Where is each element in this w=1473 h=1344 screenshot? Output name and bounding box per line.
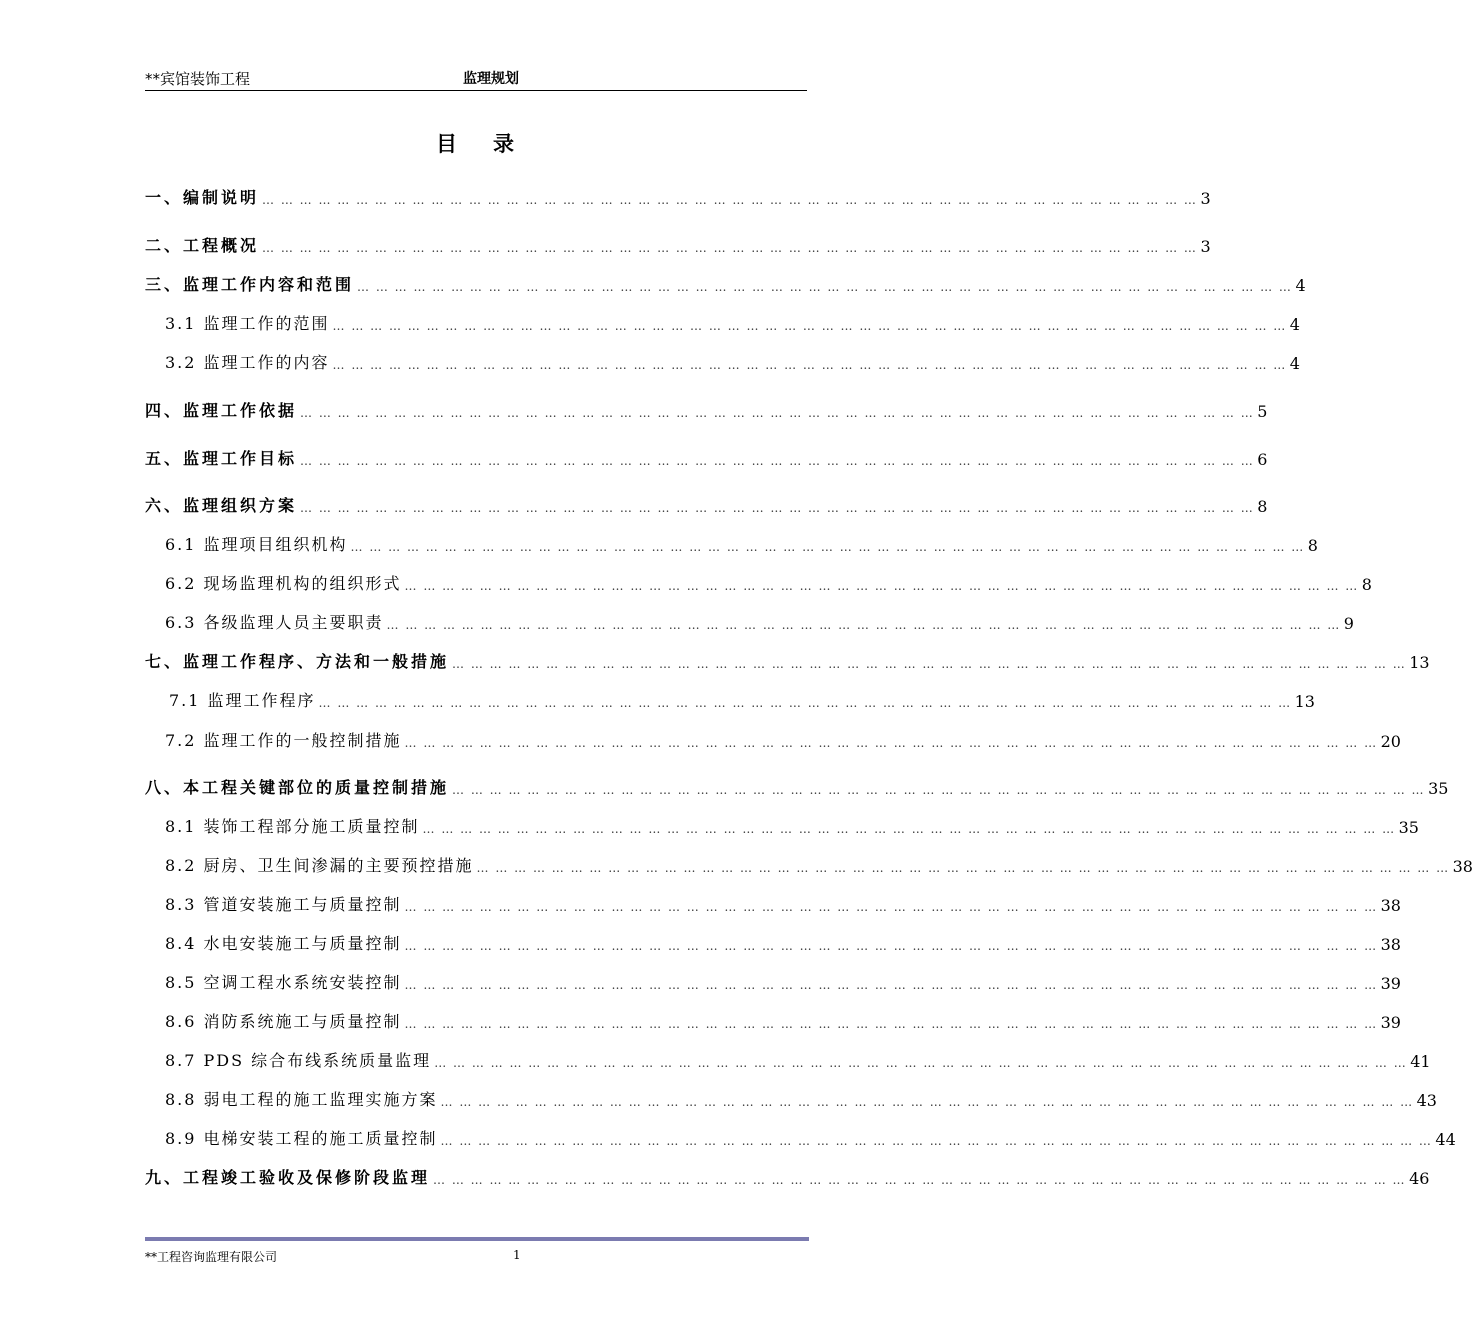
toc-entry-label: 7.2 监理工作的一般控制措施 (165, 731, 402, 750)
toc-entry-label: 6.1 监理项目组织机构 (165, 535, 348, 554)
header-document-type: 监理规划 (463, 71, 519, 87)
toc-entry-page: 6 (1257, 450, 1268, 469)
toc-leader-dots: … … … … … … … … … … … … … … … … … … … … … … … … … … … … … … … … … … … … … … … … … … … … … … … … … … … (404, 579, 1359, 593)
toc-entry-page: 13 (1294, 692, 1315, 711)
toc-leader-dots: … … … … … … … … … … … … … … … … … … … … … … … … … … … … … … … … … … … … … … … … … … … … … … … … … … … (350, 540, 1305, 554)
toc-entry[interactable] (145, 494, 1268, 516)
toc-entry-page: 39 (1380, 1013, 1401, 1032)
toc-entry[interactable] (145, 447, 1268, 469)
toc-entry[interactable] (145, 689, 1315, 711)
toc-entry-label: 三、监理工作内容和范围 (145, 275, 355, 294)
footer-company: **工程咨询监理有限公司 (145, 1250, 278, 1264)
toc-entry-label: 8.2 厨房、卫生间渗漏的主要预控措施 (165, 856, 474, 875)
toc-entry-page: 38 (1380, 935, 1401, 954)
toc-entry-page: 13 (1409, 653, 1430, 672)
toc-leader-dots: … … … … … … … … … … … … … … … … … … … … … … … … … … … … … … … … … … … … … … … … … … … … … … … … … … … … (476, 861, 1450, 875)
toc-entry[interactable] (145, 572, 1372, 594)
toc-leader-dots: … … … … … … … … … … … … … … … … … … … … … … … … … … … … … … … … … … … … … … … … … … … … … … … … … … … … (440, 1095, 1414, 1109)
toc-entry-label: 8.3 管道安装施工与质量控制 (165, 895, 402, 914)
toc-entry-label: 6.3 各级监理人员主要职责 (165, 613, 384, 632)
toc-leader-dots: … … … … … … … … … … … … … … … … … … … … … … … … … … … … … … … … … … … … … … … … … … … … … … … … … … … … (404, 736, 1378, 750)
toc-leader-dots: … … … … … … … … … … … … … … … … … … … … … … … … … … … … … … … … … … … … … … … … … … … … … … … … … … (262, 241, 1198, 255)
toc-entry-label: 8.1 装饰工程部分施工质量控制 (165, 817, 420, 836)
toc-entry-page: 38 (1380, 896, 1401, 915)
toc-entry[interactable] (145, 1127, 1456, 1149)
toc-entry-page: 8 (1257, 497, 1268, 516)
toc-entry-label: 8.5 空调工程水系统安装控制 (165, 973, 402, 992)
toc-leader-dots: … … … … … … … … … … … … … … … … … … … … … … … … … … … … … … … … … … … … … … … … … … … … … … … … … … … (332, 319, 1287, 333)
toc-leader-dots: … … … … … … … … … … … … … … … … … … … … … … … … … … … … … … … … … … … … … … … … … … … … … … … … … … … (300, 454, 1255, 468)
toc-entry-label: 八、本工程关键部位的质量控制措施 (145, 778, 450, 797)
toc-entry-page: 39 (1380, 974, 1401, 993)
toc-leader-dots: … … … … … … … … … … … … … … … … … … … … … … … … … … … … … … … … … … … … … … … … … … … … … … … … … … … … (433, 1173, 1407, 1187)
toc-leader-dots: … … … … … … … … … … … … … … … … … … … … … … … … … … … … … … … … … … … … … … … … … … … … … … … … … … … … (404, 900, 1378, 914)
toc-entry-page: 4 (1289, 354, 1300, 373)
toc-entry[interactable] (145, 1088, 1437, 1110)
toc-entry-label: 二、工程概况 (145, 236, 260, 255)
toc-leader-dots: … … … … … … … … … … … … … … … … … … … … … … … … … … … … … … … … … … … … … … … … … … … … … … … … … … … (332, 358, 1287, 372)
toc-entry[interactable] (145, 854, 1473, 876)
toc-entry-page: 4 (1289, 315, 1300, 334)
toc-entry-page: 46 (1409, 1169, 1430, 1188)
toc-entry-label: 3.2 监理工作的内容 (165, 353, 330, 372)
toc-entry[interactable] (145, 351, 1300, 373)
toc-title: 目录 (436, 131, 550, 156)
toc-entry-page: 35 (1398, 818, 1419, 837)
toc-entry-label: 一、编制说明 (145, 188, 260, 207)
toc-entry-page: 38 (1452, 857, 1473, 876)
toc-entry-page: 35 (1428, 779, 1449, 798)
toc-entry[interactable] (145, 234, 1211, 256)
toc-entry-page: 9 (1343, 614, 1354, 633)
toc-entry-label: 7.1 监理工作程序 (169, 691, 316, 710)
toc-entry[interactable] (145, 186, 1211, 208)
toc-entry[interactable] (145, 729, 1401, 751)
header-project-name: **宾馆装饰工程 (145, 70, 251, 88)
toc-leader-dots: … … … … … … … … … … … … … … … … … … … … … … … … … … … … … … … … … … … … … … … … … … … … … … … … … … … … (452, 783, 1426, 797)
toc-entry-label: 6.2 现场监理机构的组织形式 (165, 574, 402, 593)
toc-leader-dots: … … … … … … … … … … … … … … … … … … … … … … … … … … … … … … … … … … … … … … … … … … … … … … … … … … … … (422, 822, 1396, 836)
toc-entry-label: 8.9 电梯安装工程的施工质量控制 (165, 1129, 438, 1148)
toc-entry[interactable] (145, 1049, 1431, 1071)
toc-entry-page: 3 (1200, 189, 1211, 208)
toc-entry[interactable] (145, 611, 1354, 633)
toc-leader-dots: … … … … … … … … … … … … … … … … … … … … … … … … … … … … … … … … … … … … … … … … … … … … … … … … … … (262, 193, 1198, 207)
footer-divider (145, 1237, 809, 1241)
toc-entry-label: 五、监理工作目标 (145, 449, 298, 468)
toc-leader-dots: … … … … … … … … … … … … … … … … … … … … … … … … … … … … … … … … … … … … … … … … … … … … … … … … … … … … (434, 1056, 1408, 1070)
toc-entry[interactable] (145, 893, 1401, 915)
toc-entry-page: 20 (1380, 732, 1401, 751)
toc-entry[interactable] (145, 533, 1318, 555)
toc-leader-dots: … … … … … … … … … … … … … … … … … … … … … … … … … … … … … … … … … … … … … … … … … … … … … … … … … … … … (404, 1017, 1378, 1031)
toc-leader-dots: … … … … … … … … … … … … … … … … … … … … … … … … … … … … … … … … … … … … … … … … … … … … … … … … … … … … … (440, 1134, 1433, 1148)
toc-entry-page: 8 (1307, 536, 1318, 555)
toc-entry[interactable] (145, 815, 1419, 837)
toc-leader-dots: … … … … … … … … … … … … … … … … … … … … … … … … … … … … … … … … … … … … … … … … … … … … … … … … … … … … (318, 696, 1292, 710)
toc-entry-label: 8.8 弱电工程的施工监理实施方案 (165, 1090, 438, 1109)
toc-leader-dots: … … … … … … … … … … … … … … … … … … … … … … … … … … … … … … … … … … … … … … … … … … … … … … … … … … … (452, 657, 1407, 671)
toc-entry-label: 六、监理组织方案 (145, 496, 298, 515)
toc-entry-page: 8 (1361, 575, 1372, 594)
toc-entry-label: 8.4 水电安装施工与质量控制 (165, 934, 402, 953)
toc-entry[interactable] (145, 650, 1430, 672)
toc-entry[interactable] (145, 273, 1306, 295)
toc-leader-dots: … … … … … … … … … … … … … … … … … … … … … … … … … … … … … … … … … … … … … … … … … … … … … … … … … … (357, 280, 1293, 294)
toc-entry-label: 九、工程竣工验收及保修阶段监理 (145, 1168, 431, 1187)
toc-entry[interactable] (145, 776, 1449, 798)
toc-entry-label: 3.1 监理工作的范围 (165, 314, 330, 333)
toc-entry[interactable] (145, 1010, 1401, 1032)
toc-entry-page: 43 (1416, 1091, 1437, 1110)
toc-entry-page: 4 (1295, 276, 1306, 295)
page-header (145, 68, 807, 91)
toc-leader-dots: … … … … … … … … … … … … … … … … … … … … … … … … … … … … … … … … … … … … … … … … … … … … … … … … … … … (300, 501, 1255, 515)
toc-leader-dots: … … … … … … … … … … … … … … … … … … … … … … … … … … … … … … … … … … … … … … … … … … … … … … … … … … … (300, 406, 1255, 420)
toc-entry-page: 5 (1257, 402, 1268, 421)
toc-entry[interactable] (145, 971, 1401, 993)
toc-entry-label: 8.6 消防系统施工与质量控制 (165, 1012, 402, 1031)
toc-leader-dots: … … … … … … … … … … … … … … … … … … … … … … … … … … … … … … … … … … … … … … … … … … … … … … … … … … … (386, 618, 1341, 632)
toc-entry-label: 8.7 PDS 综合布线系统质量监理 (165, 1051, 432, 1070)
toc-entry-label: 四、监理工作依据 (145, 401, 298, 420)
toc-entry-page: 41 (1410, 1052, 1431, 1071)
toc-entry[interactable] (145, 932, 1401, 954)
toc-leader-dots: … … … … … … … … … … … … … … … … … … … … … … … … … … … … … … … … … … … … … … … … … … … … … … … … … … … … (404, 978, 1378, 992)
toc-entry[interactable] (145, 1166, 1430, 1188)
toc-entry-page: 3 (1200, 237, 1211, 256)
footer-page-number: 1 (513, 1248, 521, 1262)
toc-entry-page: 44 (1435, 1130, 1456, 1149)
toc-entry[interactable] (145, 399, 1268, 421)
toc-entry[interactable] (145, 312, 1300, 334)
toc-entry-label: 七、监理工作程序、方法和一般措施 (145, 652, 450, 671)
toc-leader-dots: … … … … … … … … … … … … … … … … … … … … … … … … … … … … … … … … … … … … … … … … … … … … … … … … … … … … (404, 939, 1378, 953)
